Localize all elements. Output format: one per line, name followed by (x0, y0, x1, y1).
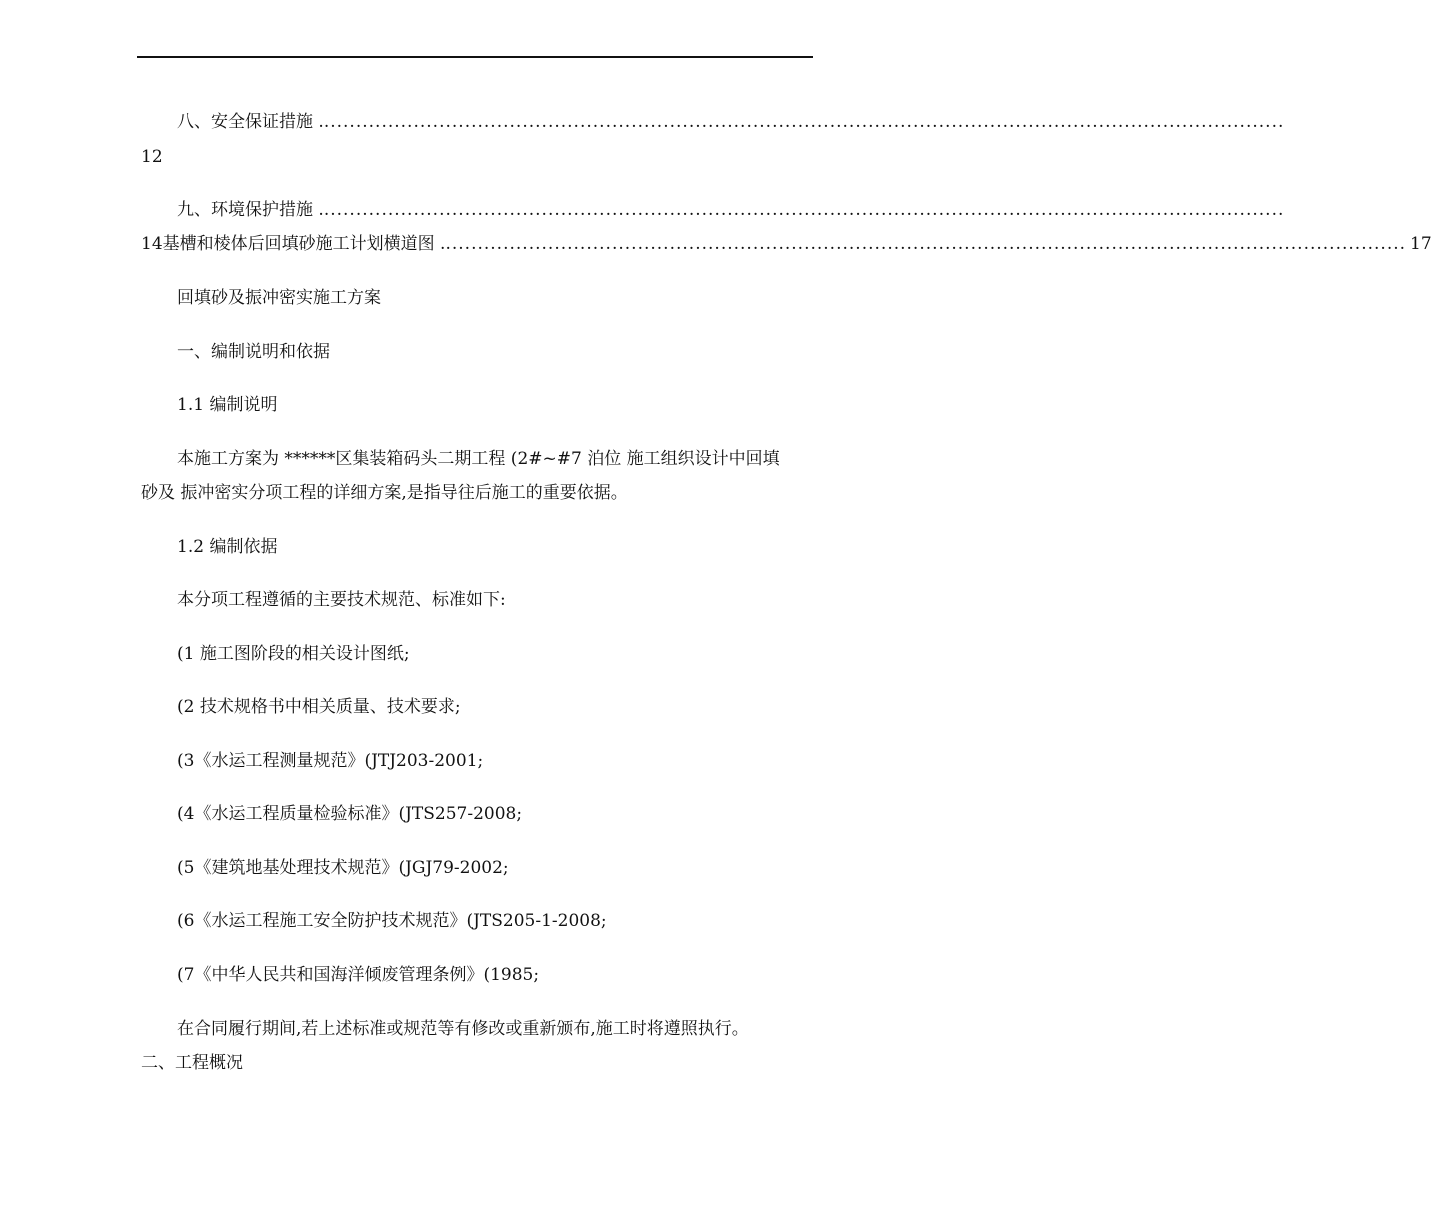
paragraph-line: 砂及 振冲密实分项工程的详细方案,是指导往后施工的重要依据。 (141, 483, 628, 503)
paragraph-line: 本分项工程遵循的主要技术规范、标准如下: (177, 590, 506, 610)
list-item: (4《水运工程质量检验标准》(JTS257-2008; (177, 804, 523, 824)
list-item: (5《建筑地基处理技术规范》(JGJ79-2002; (177, 858, 509, 878)
document-title: 回填砂及振冲密实施工方案 (177, 288, 381, 308)
list-item: (1 施工图阶段的相关设计图纸; (177, 644, 410, 664)
section-heading: 一、编制说明和依据 (177, 342, 330, 362)
toc-entry-environment[interactable] (177, 199, 1285, 221)
toc-leader-dots: ...................................................................................................................................................... (323, 200, 1285, 220)
header-rule (137, 56, 813, 58)
toc-page-number: 12 (141, 147, 163, 167)
toc-page-number: 17 (1410, 234, 1432, 254)
toc-entry-plan[interactable] (141, 233, 1432, 255)
toc-leader-dots: ...................................................................................................................................................... (445, 234, 1407, 254)
paragraph-line: 本施工方案为 ******区集装箱码头二期工程 (2#~#7 泊位 施工组织设计中回填 (177, 449, 780, 469)
toc-leader-dots: ...................................................................................................................................................... (323, 112, 1285, 132)
subsection-heading: 1.2 编制依据 (177, 537, 278, 557)
section-heading: 二、工程概况 (141, 1053, 243, 1073)
paragraph-line: 在合同履行期间,若上述标准或规范等有修改或重新颁布,施工时将遵照执行。 (177, 1019, 749, 1039)
toc-entry-label: 九、环境保护措施 . (177, 200, 324, 220)
toc-page-number: 14 (141, 234, 163, 254)
list-item: (7《中华人民共和国海洋倾废管理条例》(1985; (177, 965, 540, 985)
toc-entry-label: 基槽和棱体后回填砂施工计划横道图 . (162, 234, 446, 254)
toc-entry-label: 八、安全保证措施 . (177, 112, 324, 132)
list-item: (6《水运工程施工安全防护技术规范》(JTS205-1-2008; (177, 911, 607, 931)
list-item: (3《水运工程测量规范》(JTJ203-2001; (177, 751, 484, 771)
list-item: (2 技术规格书中相关质量、技术要求; (177, 697, 461, 717)
toc-entry-safety[interactable] (177, 111, 1285, 133)
subsection-heading: 1.1 编制说明 (177, 395, 278, 415)
